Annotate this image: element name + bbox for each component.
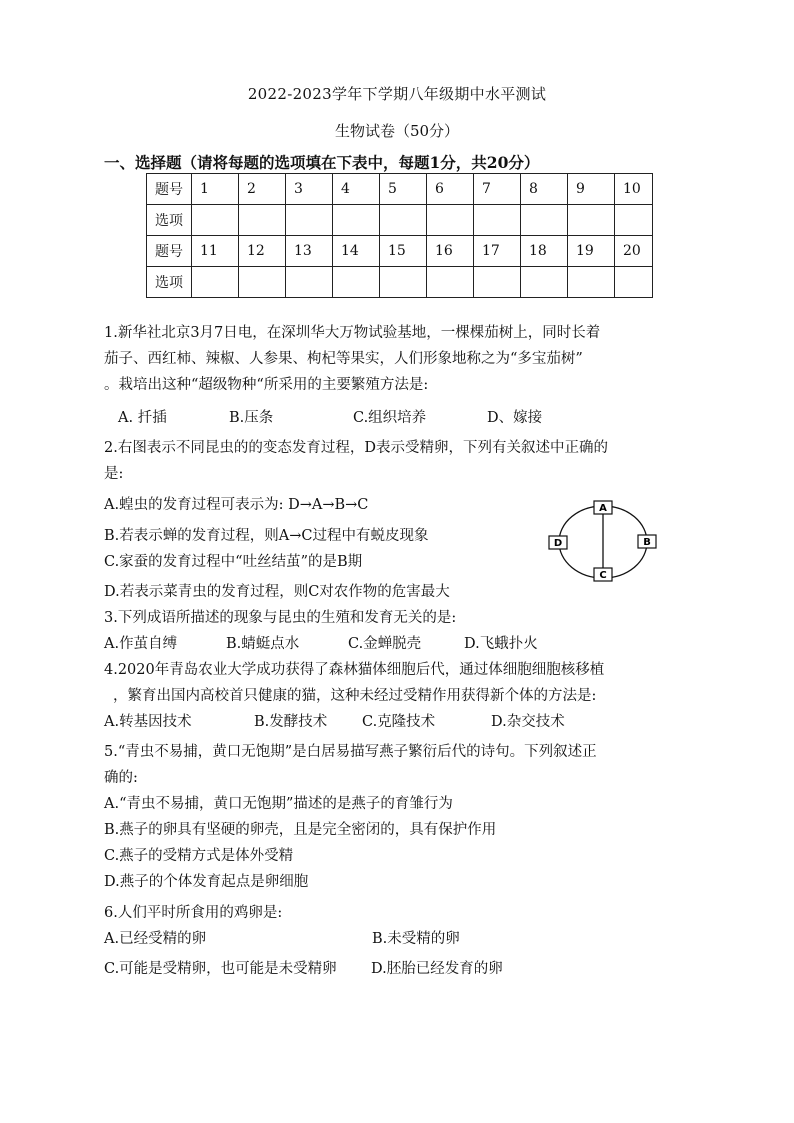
answer-cell[interactable]: [615, 205, 653, 236]
answer-cell[interactable]: [474, 205, 521, 236]
number-cell: 2: [239, 174, 286, 205]
number-cell: 12: [239, 236, 286, 267]
question-1-option-a: A. 扦插: [118, 410, 167, 426]
answer-cell[interactable]: [568, 205, 615, 236]
question-2-option-b: B.若表示蝉的发育过程，则A→C过程中有蜕皮现象: [104, 528, 429, 544]
answer-cell[interactable]: [427, 205, 474, 236]
insect-lifecycle-diagram: [547, 500, 659, 584]
answer-cell[interactable]: [427, 267, 474, 298]
exam-title: 2022-2023学年下学期八年级期中水平测试: [247, 85, 547, 103]
question-3-line-1: 3.下列成语所描述的现象与昆虫的生殖和发育无关的是:: [104, 610, 457, 626]
question-3-option-d: D.飞蛾扑火: [464, 636, 538, 652]
answer-cell[interactable]: [192, 267, 239, 298]
table-row-options-1: [147, 205, 653, 236]
exam-subtitle: 生物试卷（50分）: [334, 122, 460, 140]
number-cell: 8: [521, 174, 568, 205]
number-cell: 10: [615, 174, 653, 205]
row-label-number: 题号: [147, 174, 192, 205]
number-cell: 4: [333, 174, 380, 205]
question-3-option-b: B.蜻蜓点水: [226, 636, 300, 652]
number-cell: 7: [474, 174, 521, 205]
table-row-options-2: [147, 267, 653, 298]
question-5-option-a: A.“青虫不易捕，黄口无饱期”描述的是燕子的育雏行为: [104, 796, 453, 812]
question-5-option-c: C.燕子的受精方式是体外受精: [104, 848, 294, 864]
answer-cell[interactable]: [239, 267, 286, 298]
answer-cell[interactable]: [286, 267, 333, 298]
number-cell: 17: [474, 236, 521, 267]
row-label-number: 题号: [147, 236, 192, 267]
number-cell: 6: [427, 174, 474, 205]
number-cell: 5: [380, 174, 427, 205]
answer-cell[interactable]: [333, 205, 380, 236]
question-5-line-2: 确的:: [104, 770, 138, 786]
answer-cell[interactable]: [474, 267, 521, 298]
question-1-option-c: C.组织培养: [353, 410, 427, 426]
question-6-line-1: 6.人们平时所食用的鸡卵是:: [104, 905, 283, 921]
question-1-line-2: 茄子、西红柿、辣椒、人参果、枸杞等果实，人们形象地称之为“多宝茄树”: [104, 351, 583, 367]
question-5-option-b: B.燕子的卵具有坚硬的卵壳，且是完全密闭的，具有保护作用: [104, 822, 497, 838]
question-4-option-d: D.杂交技术: [491, 714, 565, 730]
number-cell: 14: [333, 236, 380, 267]
number-cell: 16: [427, 236, 474, 267]
answer-cell[interactable]: [615, 267, 653, 298]
number-cell: 1: [192, 174, 239, 205]
section-heading: 一、选择题（请将每题的选项填在下表中，每题1分，共20分）: [104, 153, 540, 172]
number-cell: 13: [286, 236, 333, 267]
question-3-option-a: A.作茧自缚: [104, 636, 178, 652]
number-cell: 9: [568, 174, 615, 205]
answer-cell[interactable]: [380, 205, 427, 236]
question-3-option-c: C.金蝉脱壳: [348, 636, 422, 652]
question-1-line-3: 。栽培出这种“超级物种“所采用的主要繁殖方法是:: [104, 377, 429, 393]
question-5-line-1: 5.“青虫不易捕，黄口无饱期”是白居易描写燕子繁衍后代的诗句。下列叙述正: [104, 744, 597, 760]
question-4-line-2: ，繁育出国内高校首只健康的猫，这种未经过受精作用获得新个体的方法是:: [113, 688, 597, 704]
answer-table: [146, 173, 653, 298]
question-2-option-d: D.若表示菜青虫的发育过程，则C对农作物的危害最大: [104, 584, 450, 600]
number-cell: 11: [192, 236, 239, 267]
number-cell: 3: [286, 174, 333, 205]
row-label-option: 选项: [147, 267, 192, 298]
answer-cell[interactable]: [521, 267, 568, 298]
question-4-option-c: C.克隆技术: [362, 714, 436, 730]
stage-d-label: D: [553, 538, 563, 549]
question-1-option-b: B.压条: [229, 410, 274, 426]
answer-cell[interactable]: [521, 205, 568, 236]
answer-cell[interactable]: [239, 205, 286, 236]
table-row-numbers-1: [147, 174, 653, 205]
question-6-option-d: D.胚胎已经发育的卵: [371, 961, 503, 977]
answer-cell[interactable]: [568, 267, 615, 298]
question-2-option-a: A.蝗虫的发育过程可表示为: D→A→B→C: [104, 497, 369, 513]
question-6-option-b: B.未受精的卵: [372, 931, 460, 947]
number-cell: 18: [521, 236, 568, 267]
question-1-line-1: 1.新华社北京3月7日电，在深圳华大万物试验基地，一棵棵茄树上，同时长着: [104, 325, 601, 341]
answer-cell[interactable]: [380, 267, 427, 298]
question-4-option-b: B.发酵技术: [254, 714, 328, 730]
answer-cell[interactable]: [333, 267, 380, 298]
question-4-line-1: 4.2020年青岛农业大学成功获得了森林猫体细胞后代，通过体细胞细胞核移植: [104, 662, 605, 678]
answer-cell[interactable]: [192, 205, 239, 236]
question-4-option-a: A.转基因技术: [104, 714, 192, 730]
row-label-option: 选项: [147, 205, 192, 236]
number-cell: 20: [615, 236, 653, 267]
table-row-numbers-2: [147, 236, 653, 267]
question-1-option-d: D、嫁接: [487, 410, 543, 426]
question-5-option-d: D.燕子的个体发育起点是卵细胞: [104, 874, 309, 890]
number-cell: 19: [568, 236, 615, 267]
question-6-option-c: C.可能是受精卵，也可能是未受精卵: [104, 961, 337, 977]
question-2-option-c: C.家蚕的发育过程中“吐丝结茧”的是B期: [104, 554, 363, 570]
number-cell: 15: [380, 236, 427, 267]
stage-c-label: C: [599, 570, 607, 581]
answer-cell[interactable]: [286, 205, 333, 236]
stage-b-label: B: [643, 537, 651, 548]
question-6-option-a: A.已经受精的卵: [104, 931, 207, 947]
stage-a-label: A: [599, 503, 607, 514]
question-2-line-2: 是:: [104, 466, 124, 482]
question-2-line-1: 2.右图表示不同昆虫的的变态发育过程，D表示受精卵，下列有关叙述中正确的: [104, 440, 608, 456]
